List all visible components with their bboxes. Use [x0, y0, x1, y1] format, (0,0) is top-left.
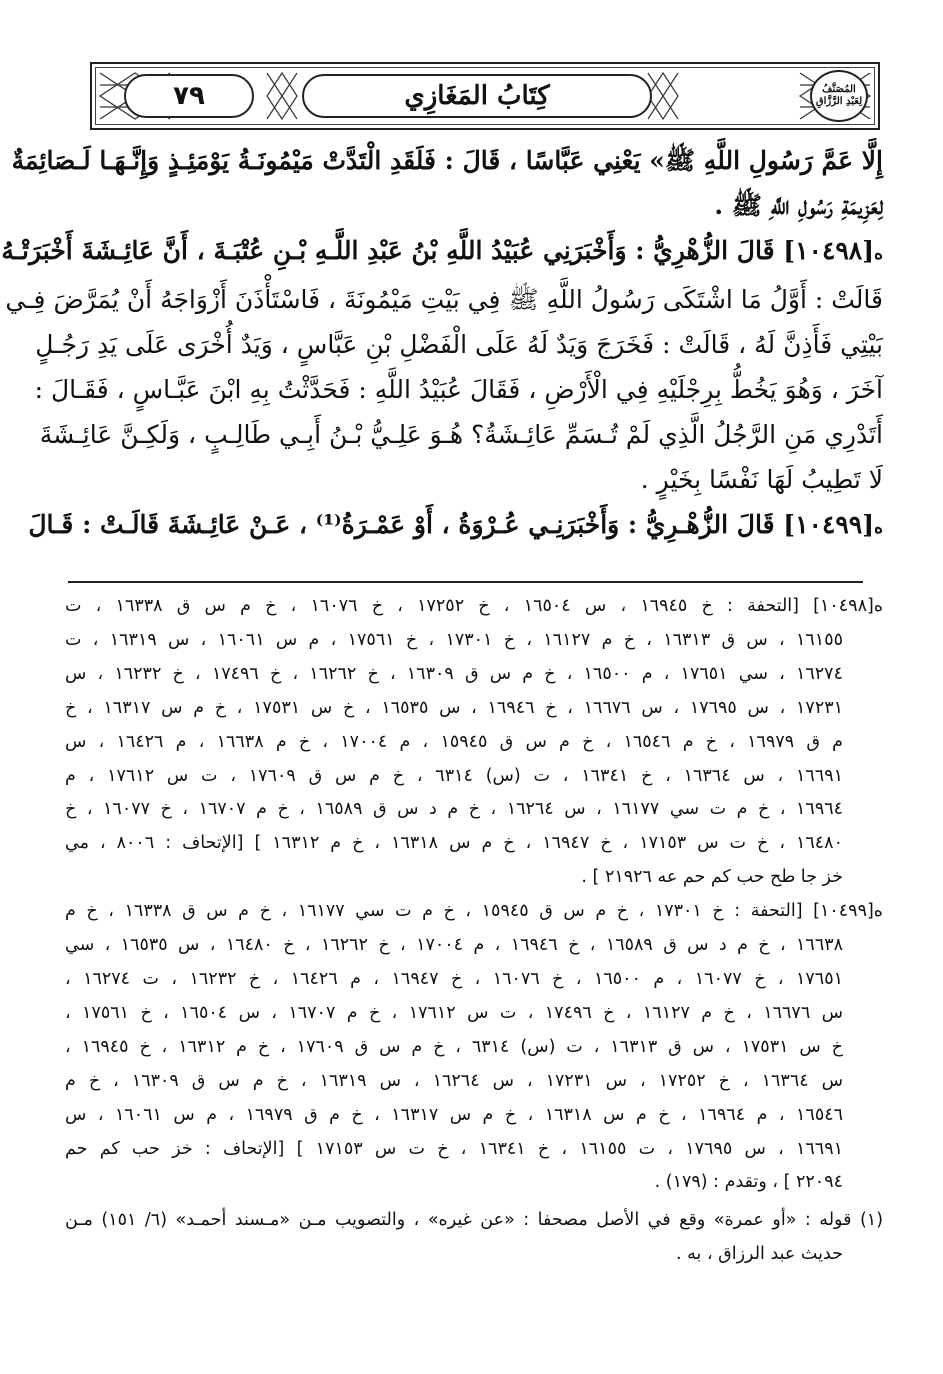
footnote-line: ١٦٦٣٨ ، خ م د س ق ١٦٥٨٩ ، خ ١٦٩٤٦ ، م ١٧٠٠٤ ، خ ١٦٢٦٢ ، خ ١٦٤٨٠ ، س ١٦٥٣٥ ، سي	[65, 935, 844, 956]
section-bullet-icon: ه	[874, 518, 883, 538]
book-title: كِتَابُ المَغَازِي	[404, 81, 550, 111]
footnote-line: ١٦٢٧٤ ، سي ١٧٦٥١ ، م ١٦٥٠٠ ، خ م س ق ١٦٣٠٩ ، خ ١٦٢٦٢ ، خ ١٧٤٩٦ ، خ ١٦٢٣٢ ، س	[65, 663, 843, 684]
publisher-seal-logo	[810, 70, 868, 122]
hadith-text: قَالَ الزُّهْـرِيُّ : وَأَخْبَرَنِـي عُـرْوَةُ ، أَوْ عَمْـرَةُ⁽¹⁾ ، عَـنْ عَائِـشَةَ قَالَـتْ : قَـالَ	[28, 510, 775, 539]
footnote-line: ٢٢٠٩٤ ] ، وتقدم : (١٧٩) .	[654, 1172, 843, 1193]
hadith-10498-line-1	[1, 228, 883, 277]
footnote-line: ١٦٥٤٦ ، م ١٦٩٦٤ ، خ م س ١٦٣١٨ ، خ م س ١٦٣١٧ ، خ م ق ١٦٩٧٩ ، م س ١٦٠٦١ ، س	[65, 1104, 844, 1125]
ornament-pattern-mid-right	[648, 73, 678, 119]
footnote-line: س ١٦٣٦٤ ، خ ١٧٢٥٢ ، س ١٧٢٣١ ، س ١٦٢٦٤ ، س ١٦٣١٩ ، خ م س ق ١٦٣٠٩ ، خ م	[65, 1070, 843, 1091]
footnote-line: ١٦٦٩١ ، س ١٧٦٩٥ ، ت ١٦١٥٥ ، خ ١٦٣٤١ ، خ ت س ١٧١٥٣ ] [الإتحاف : خز حب كم حم	[65, 1138, 843, 1159]
footnote-line: ١٦٩٦٤ ، خ م ت سي ١٦١٧٧ ، س ١٦٢٦٤ ، خ م د س ق ١٦٥٨٩ ، خ م ١٦٧٠٧ ، خ ١٦٠٧٧ ، خ	[65, 799, 844, 820]
footnote-line: ١٦١٥٥ ، س ق ١٦٣١٣ ، خ م ١٦١٢٧ ، خ ١٧٣٠١ ، خ ١٧٥٦١ ، م س ١٦٠٦١ ، س ١٦٣١٩ ، ت	[65, 629, 843, 650]
seal-line-1: المُصَنَّفُ	[822, 84, 856, 95]
main-line-6: آخَرَ ، وَهُوَ يَخُطُّ بِرِجْلَيْهِ فِي الْأَرْضِ ، فَقَالَ عُبَيْدُ اللَّهِ : فَحَدَّثْتُ بِهِ ابْنَ عَبَّـاسٍ ، فَقَـالَ :	[34, 375, 883, 404]
footnote-separator-rule	[68, 581, 863, 583]
footnote-line: ١٦٦٩١ ، س ١٦٣٦٤ ، خ ١٦٣٤١ ، ت (س) ٦٣١٤ ، خ م س ق ١٧٦٠٩ ، ت س ١٧٦١٢ ، م	[65, 765, 843, 786]
main-line-4: قَالَتْ : أَوَّلُ مَا اشْتَكَى رَسُولُ اللَّهِ ﷺ فِي بَيْتِ مَيْمُونَةَ ، فَاسْتَأْذَنَ أَزْوَاجَهُ أَنْ يُمَرَّضَ فِـي	[5, 285, 883, 314]
footnote-line: ه[١٠٤٩٩] [التحفة : خ ١٧٣٠١ ، خ م س ق ١٥٩٤٥ ، خ م ت سي ١٦١٧٧ ، خ م س ق ١٦٣٣٨ ، خ م	[65, 901, 883, 922]
footnote-line: س ١٦٦٧٦ ، خ م ١٦١٢٧ ، خ ١٧٤٩٦ ، ت س ١٧٦١٢ ، خ م ١٦٧٠٧ ، س ١٦٥٠٤ ، خ ١٧٥٦١ ،	[65, 1002, 843, 1023]
footnotes	[65, 590, 883, 1272]
main-text	[1, 138, 883, 551]
footnote-line: (١) قوله : «أو عمرة» وقع في الأصل مصحفا : «عن غيره» ، والتصويب مـن «مـسند أحمـد» (٦/ ١٥١) مـن	[65, 1210, 884, 1231]
hadith-text: قَالَ الزُّهْرِيُّ : وَأَخْبَرَنِي عُبَيْدُ اللَّهِ بْنُ عَبْدِ اللَّـهِ بْـنِ عُتْبَـةَ ، أَنَّ عَائِـشَةَ أَخْبَرَتْـهُ	[1, 236, 775, 265]
footnote-line: خز جا طح حب كم حم عه ٢١٩٢٦ ] .	[581, 867, 843, 888]
main-line-2: لِعَزِيمَةِ رَسُولِ اللَّهِ ﷺ .	[714, 191, 883, 220]
footnote-line: خ س ١٧٥٣١ ، س ق ١٦٣١٣ ، ت (س) ٦٣١٤ ، خ م س ق ١٧٦٠٩ ، خ م ١٦٣١٢ ، خ ١٦٩٤٥ ،	[65, 1036, 843, 1057]
hadith-number: [١٠٤٩٨]	[783, 236, 875, 265]
book-title-box	[302, 74, 652, 118]
main-line-7: أَتَدْرِي مَنِ الرَّجُلُ الَّذِي لَمْ تُـسَمِّ عَائِـشَةُ؟ هُـوَ عَلِـيُّ بْـنُ أَبِـي طَالِـبٍ ، وَلَكِـنَّ عَائِـشَةَ	[39, 420, 883, 449]
footnote-line: ١٧٦٥١ ، خ ١٦٠٧٧ ، م ١٦٥٠٠ ، خ ١٦٠٧٦ ، خ ١٦٩٤٧ ، م ١٦٤٢٦ ، خ ١٦٢٣٢ ، ت ١٦٢٧٤ ،	[65, 968, 843, 989]
hadith-number: [١٠٤٩٩]	[783, 510, 875, 539]
page-number: ٧٩	[173, 81, 205, 111]
main-line-8: لَا تَطِيبُ لَهَا نَفْسًا بِخَيْرٍ .	[640, 465, 883, 494]
page-number-box	[124, 74, 254, 118]
footnote-line: ١٦٤٨٠ ، خ ت س ١٧١٥٣ ، خ ١٦٩٤٧ ، خ م س ١٦٣١٨ ، خ م ١٦٣١٢ ] [الإتحاف : ٨٠٠٦ ، مي	[65, 833, 843, 854]
ornament-pattern-mid-left	[267, 73, 297, 119]
footnote-line: م ق ١٦٩٧٩ ، خ م ١٦٥٤٦ ، خ م س ق ١٥٩٤٥ ، م ١٧٠٠٤ ، خ م ١٦٦٣٨ ، م ١٦٤٢٦ ، س	[65, 731, 844, 752]
footnote-line: ١٧٢٣١ ، س ١٧٦٩٥ ، س ١٦٦٧٦ ، خ ١٦٩٤٦ ، س ١٦٥٣٥ ، خ س ١٧٥٣١ ، خ م س ١٦٣١٧ ، خ	[65, 697, 844, 718]
main-line-1: إِلَّا عَمَّ رَسُولِ اللَّهِ ﷺ» يَعْنِي عَبَّاسًا ، قَالَ : فَلَقَدِ الْتَدَّتْ مَيْمُونَـةُ يَوْمَئِـذٍ وَإِنَّـهَـا لَـصَائِمَةٌ	[11, 146, 883, 175]
footnote-line: حديث عبد الرزاق ، به .	[676, 1244, 843, 1265]
hadith-10499-line-1	[28, 502, 883, 551]
main-line-5: بَيْتِي فَأَذِنَّ لَهُ ، قَالَتْ : فَخَرَجَ وَيَدٌ لَهُ عَلَى الْفَضْلِ بْنِ عَبَّاسٍ ، وَيَدٌ أُخْرَى عَلَى يَدِ رَجُـلٍ	[35, 330, 883, 359]
page-header	[90, 62, 880, 130]
seal-line-2: لِعَبْدِ الرَّزَّاقِ	[815, 96, 863, 107]
footnote-line: ه[١٠٤٩٨] [التحفة : خ ١٦٩٤٥ ، س ١٦٥٠٤ ، خ ١٧٢٥٢ ، خ ١٦٠٧٦ ، خ م س ق ١٦٣٣٨ ، ت	[65, 596, 883, 616]
section-bullet-icon: ه	[874, 244, 883, 264]
